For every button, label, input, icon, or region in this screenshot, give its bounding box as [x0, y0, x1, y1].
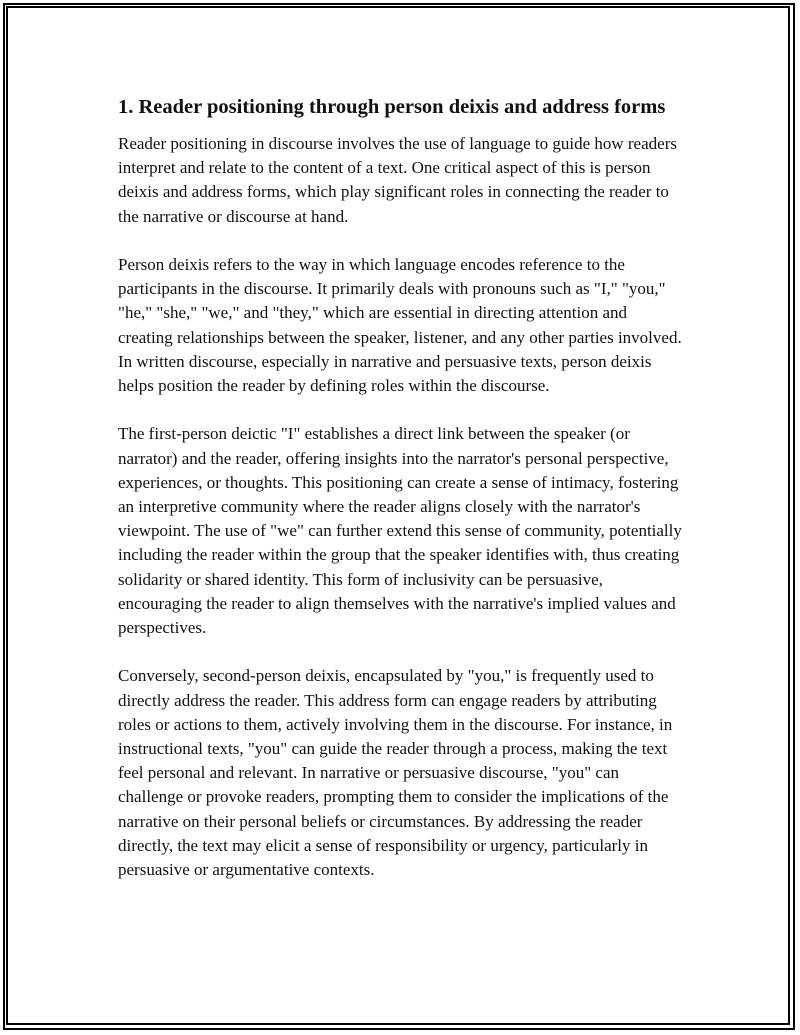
- section-heading: 1. Reader positioning through person deixis and address forms: [118, 96, 666, 118]
- paragraph-1: Reader positioning in discourse involves the use of language to guide how readers interpret and relate to the content of a text. One critical aspect of this is person deixis and address forms, which play significant roles in connecting the reader to the narrative or discourse at hand.: [118, 134, 677, 226]
- paragraph-4: Conversely, second-person deixis, encapsulated by "you," is frequently used to directly address the reader. This address form can engage readers by attributing roles or actions to them, actively involving them in the discourse. For instance, in instructional texts, "you" can guide the reader through a process, making the text feel personal and relevant. In narrative or persuasive discourse, "you" can challenge or provoke readers, prompting them to consider the implications of the narrative on their personal beliefs or circumstances. By addressing the reader directly, the text may elicit a sense of responsibility or urgency, particularly in persuasive or argumentative contexts.: [118, 666, 673, 880]
- document-body: [118, 94, 684, 906]
- paragraph-2: Person deixis refers to the way in which language encodes reference to the participants in the discourse. It primarily deals with pronouns such as "I," "you," "he," "she," "we," and "they," which are essential in directing attention and creating relationships between the speaker, listener, and any other parties involved. In written discourse, especially in narrative and persuasive texts, person deixis helps position the reader by defining roles within the discourse.: [118, 255, 682, 396]
- paragraph-3: The first-person deictic "I" establishes a direct link between the speaker (or narrator) and the reader, offering insights into the narrator's personal perspective, experiences, or thoughts. This positioning can create a sense of intimacy, fostering an interpretive community where the reader aligns closely with the narrator's viewpoint. The use of "we" can further extend this sense of community, potentially including the reader within the group that the speaker identifies with, thus creating solidarity or shared identity. This form of inclusivity can be persuasive, encouraging the reader to align themselves with the narrative's implied values and perspectives.: [118, 424, 682, 638]
